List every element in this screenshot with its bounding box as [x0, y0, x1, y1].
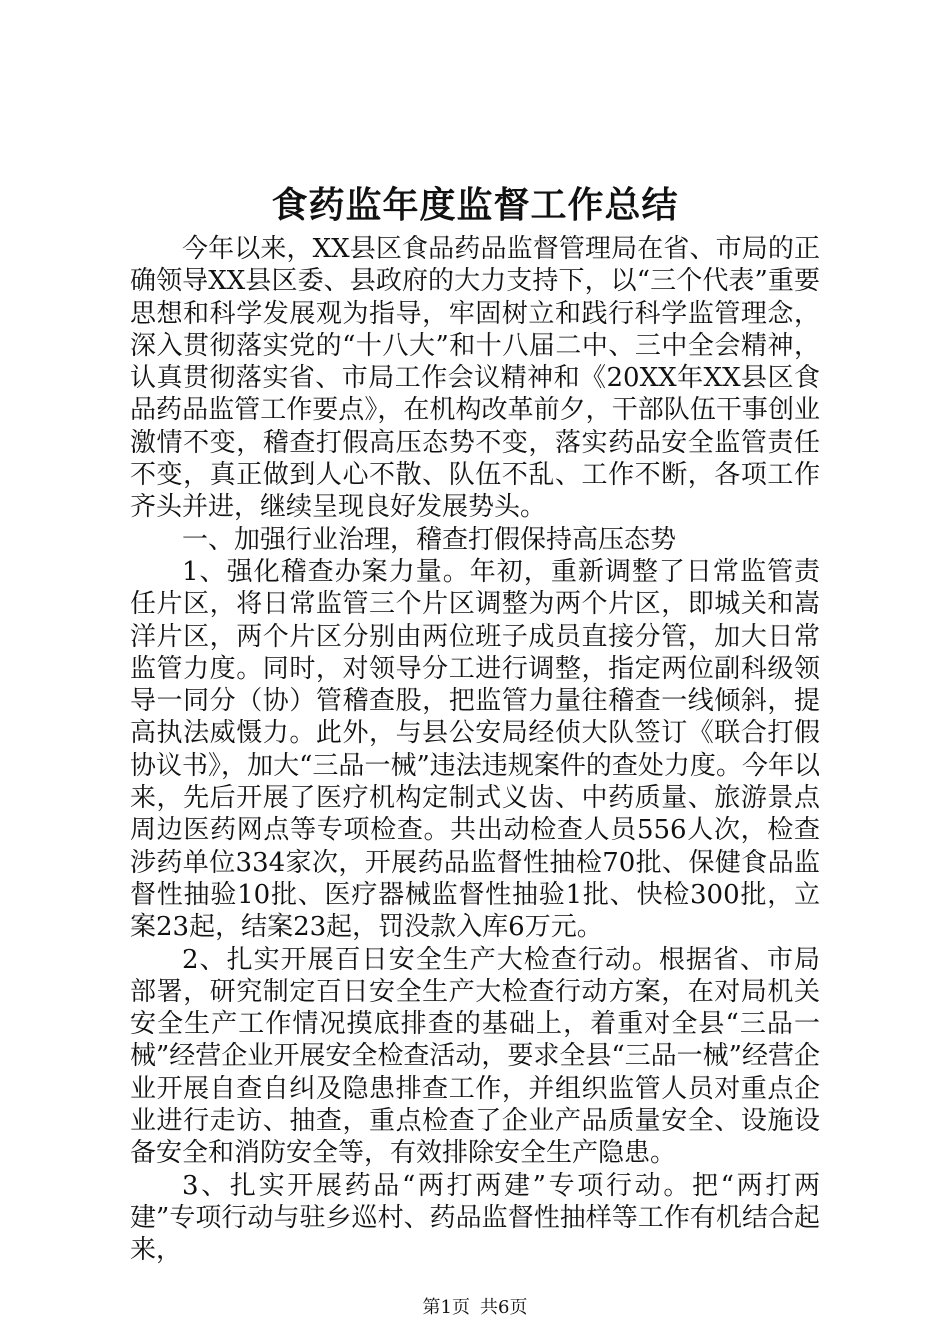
paragraph-intro: 今年以来，XX县区食品药品监督管理局在省、市局的正确领导XX县区委、县政府的大力支持下，以“三个代表”重要思想和科学发展观为指导，牢固树立和践行科学监管理念，深入贯彻落实党的“十八大”和十八届二中、三中全会精神，认真贯彻落实省、市局工作会议精神和《20XX年XX县区食品药品监管工作要点》，在机构改革前夕，干部队伍干事创业激情不变，稽查打假高压态势不变，落实药品安全监管责任不变，真正做到人心不散、队伍不乱、工作不断，各项工作齐头并进，继续呈现良好发展势头。	[130, 234, 820, 523]
document-title: 食药监年度监督工作总结	[271, 184, 679, 226]
page-footer	[0, 1296, 950, 1320]
paragraph-item-2: 2、扎实开展百日安全生产大检查行动。根据省、市局部署，研究制定百日安全生产大检查行动方案，在对局机关安全生产工作情况摸底排查的基础上，着重对全县“三品一械”经营企业开展安全检查活动，要求全县“三品一械”经营企业开展自查自纠及隐患排查工作，并组织监管人员对重点企业进行走访、抽查，重点检查了企业产品质量安全、设施设备安全和消防安全等，有效排除安全生产隐患。	[130, 944, 820, 1169]
paragraph-item-1: 1、强化稽查办案力量。年初，重新调整了日常监管责任片区，将日常监管三个片区调整为两个片区，即城关和嵩洋片区，两个片区分别由两位班子成员直接分管，加大日常监管力度。同时，对领导分工进行调整，指定两位副科级领导一同分（协）管稽查股，把监管力量往稽查一线倾斜，提高执法威慑力。此外，与县公安局经侦大队签订《联合打假协议书》，加大“三品一械”违法违规案件的查处力度。今年以来，先后开展了医疗机构定制式义齿、中药质量、旅游景点周边医药网点等专项检查。共出动检查人员556人次，检查涉药单位334家次，开展药品监督性抽检70批、保健食品监督性抽验10批、医疗器械监督性抽验1批、快检300批，立案23起，结案23起，罚没款入库6万元。	[130, 556, 820, 943]
page-number: 第1页	[422, 1297, 470, 1318]
document-body	[130, 233, 820, 1267]
page-total: 共6页	[480, 1297, 528, 1318]
paragraph-item-3: 3、扎实开展药品“两打两建”专项行动。把“两打两建”专项行动与驻乡巡村、药品监督性抽样等工作有机结合起来，	[130, 1170, 820, 1266]
section-heading-1: 一、加强行业治理，稽查打假保持高压态势	[182, 524, 677, 555]
